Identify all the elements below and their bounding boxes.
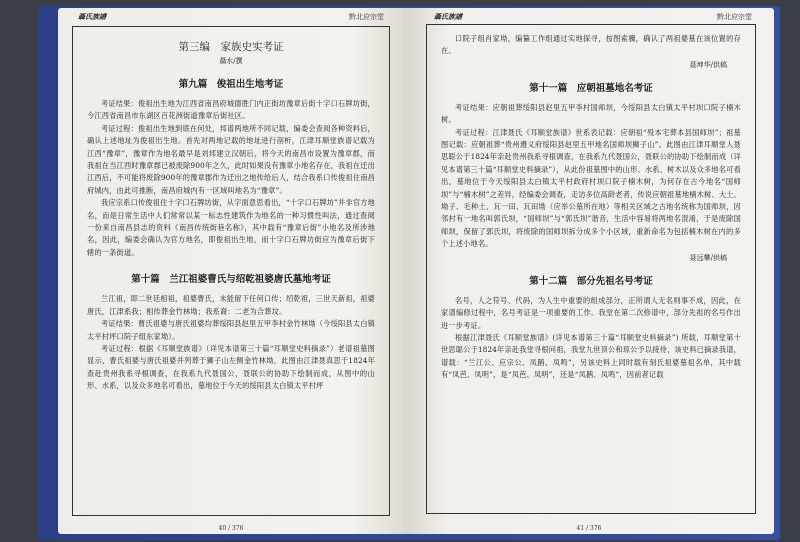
right-running-header-hall: 黔北应宗堂 <box>717 13 752 21</box>
right-page <box>404 8 774 534</box>
intro-signature: 聂坤华/供稿 <box>689 60 727 69</box>
chapter-10-paragraph: 考证结果：曹氏祖婆与唐氏祖婆均葬绥阳县赵里五甲李村金竹林坳（今绥阳县太白镇太平村坪口院子组东家坳）。 <box>87 319 375 341</box>
chapter-10-paragraph: 兰江祖，即二世廷相祖，祖婆曹氏，未能留下任何口传；绍乾祖，三世天新祖，祖婆唐氏，江津系我；相传葬金竹林坳；我系裔：二老为合葬坟。 <box>87 294 375 316</box>
chapter-10-paragraph: 考证过程：根据《耳顺堂族谱》（详见本谱第三十篇“耳顺堂史料摘录”）老谱祖墓图显示，曹氏祖婆与唐氏祖婆并列葬于狮子山左侧金竹林坳，此图由江津聂真思于1824年查赴贵州我系寻根调查，在我系九代聂国公，聂联公的协助下绘制而成，从图中的山形、水系，以及众多地名可看出，墓地位于今天的绥阳县太白镇太平村坪 <box>87 343 375 391</box>
left-running-header-title: 聶氏族譜 <box>78 12 106 21</box>
chapter-12-paragraph: 名号，人之符号、代码，为人生中重要的组成部分，正所谓人无名则事不成，因此，在家谱编修过程中，名号考证是一项重要的工作。我堂在第二次修谱中，部分先祖的名号作出进一步考证。 <box>441 295 741 330</box>
chapter-11-paragraph: 考证结果：应朝祖葬绥阳县赵里五甲李村国师坝，今绥阳县太白镇太平村坝口院子楠木树。 <box>441 102 741 125</box>
left-page-frame <box>72 26 390 516</box>
chapter-11-signature: 聂远攀/供稿 <box>689 253 727 262</box>
left-page <box>58 8 404 534</box>
right-page-body <box>441 25 741 382</box>
intro-paragraph: 口院子组肖家坳，编纂工作组通过实地探寻，按图索骥，确认了两祖婆墓在该位置的存在。 <box>441 34 741 56</box>
left-page-body <box>87 27 375 393</box>
chapter-12-paragraph: 根据江津聂氏《耳顺堂族谱》(详见本谱第三十篇“耳顺堂史料摘录”) 所载，耳顺堂第十世思聪公于1824年亲赴我堂寻根问祖，我堂九世顶公和琼公予以接待，该史料已摘录我谱，谱载：“兰江公、应宗公、凤鹅、凤鸣”，另该史料上同时载有刻氏祖婆墓祖名单，其中载有“凤芭、凤明”，是“凤芭、凤明”，还是“凤鹅、凤鸣”，因前者记载 <box>441 332 741 380</box>
chapter-12-title: 第十二篇 部分先祖名号考证 <box>529 275 653 287</box>
chapter-11-title: 第十一篇 应朝祖墓地名考证 <box>529 82 653 94</box>
right-page-frame <box>426 24 756 514</box>
chapter-11-paragraph: 考证过程：江津聂氏《耳顺堂族谱》世系表记载：应朝祖“殁本宅葬本县国师坝”；祖墓图记载：应朝祖葬“贵州遵义府绥阳县赵里五甲地名国师坝狮子山”。此图由江津耳顺堂人聂思聪公于1824年亲赴贵州我系寻根调查，在我系九代聂国公，聂联公的协助下绘制而成（详见本谱第三十篇“耳顺堂史料摘录”），从此份祖墓图中的山形、水系、树木以及众多地名可看出，墓地位于今天绥阳县太白镇太平村政府村坝口院子楠木树，为何存在古今地名“国师坝”与“楠木树”之差异，经编委会调查，走访多位高龄老者，传说应朝祖墓地楠木树、大土、坳子、毛种土、瓦一田、瓦田坳（应举公墓所在地）等相关区域之古地名统称为国师坝，因邻村有一地名叫郭氏坝，“国师坝”与“郭氏坝”谐音，生活中容易将两地名混淆，于是废除国师坝，保留了郭氏坝，将废除的国师坝拆分成多个小区域，重新命名为包括楠木树在内的多个上述小地名。 <box>441 127 741 249</box>
left-page-number: 40 / 376 <box>218 525 244 532</box>
part-title: 第三编 家族史实考证 <box>178 41 284 53</box>
right-running-header-title: 聶氏族譜 <box>434 12 462 21</box>
chapter-9-paragraph: 考证结果：俊祖出生地为江西省南昌府城德胜门内正街坊豫章后街十字口石牌坊街，今江西省南昌市东湖区百花洲街道豫章后街社区。 <box>87 99 375 121</box>
chapter-9-paragraph: 考证过程：俊祖出生地到底在何处，邦谱两地所不同记载，编委会查阅各种资料后，确认上述地址为俊祖出生地。首先对两地记载的地址进行剖析，江津耳顺堂族谱记载为江西“豫章”，豫章作为地名最早是刘邦建立汉朝后，将今天的南昌市设置为豫章郡，而我祖在当江西时豫章郡已被废除900年之久，此时如果没有豫章小地名存在，我祖在迁出江西后，不可能将废除900年的豫章郡作为迁出之地传给后人，结合我系口传俊祖住南昌府城内，由此可推断，南昌府城内有一区域叫地名为“豫章”。 <box>87 123 375 195</box>
chapter-10-title: 第十篇 兰江祖婆曹氏与绍乾祖婆唐氏墓地考证 <box>131 274 331 286</box>
chapter-9-paragraph: 我应宗系口传俊祖住十字口石牌坊街，从字面意思看出，“十字口石牌坊”并非官方地名，而是日常生活中人们常常以某一标志性建筑作为地名的一种习惯性叫法，通过查阅一份来自南昌县志的资料《南昌传统街巷名称》，其中载有“豫章后街”小地名及所涉地名，因此，编委会确认为官方地名，即俊祖出生地，而十字口石牌坊街应为豫章后街下辖的一条街道。 <box>87 198 375 257</box>
author-byline: 聶水/撰 <box>219 57 243 65</box>
right-page-number: 41 / 376 <box>576 525 602 532</box>
chapter-9-title: 第九篇 俊祖出生地考证 <box>178 79 284 90</box>
left-running-header-hall: 黔北应宗堂 <box>349 13 384 21</box>
